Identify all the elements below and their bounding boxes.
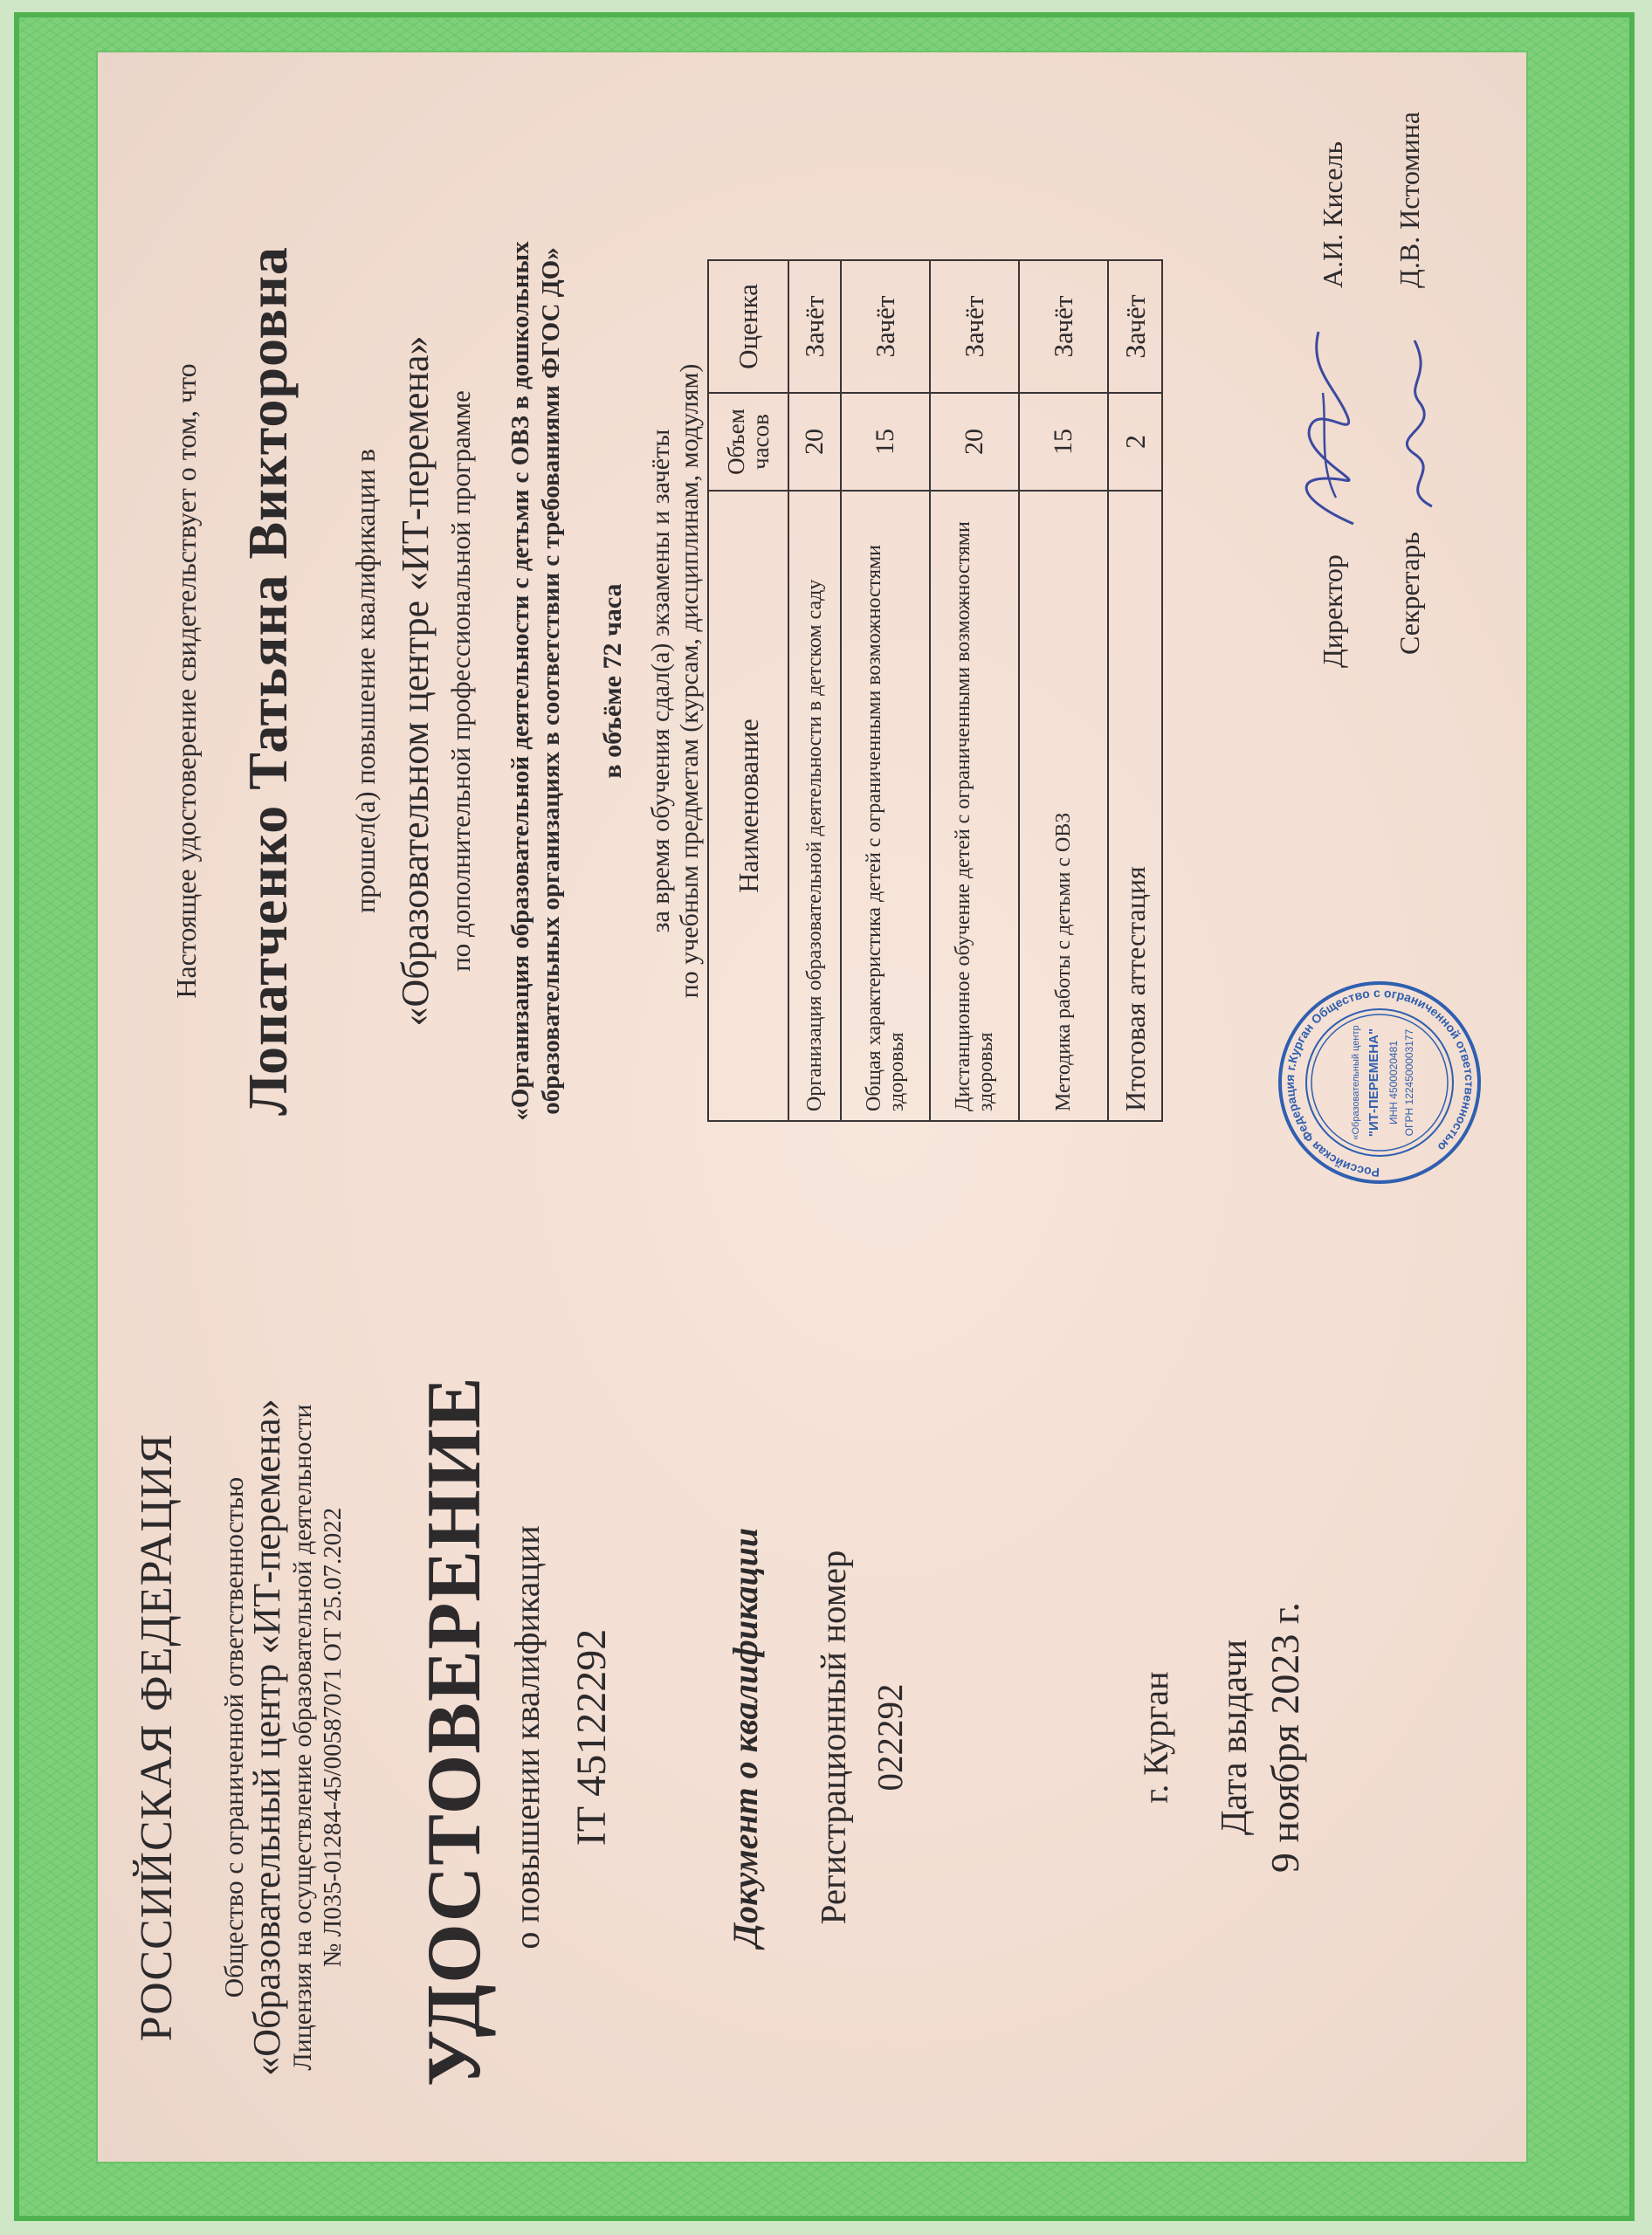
certificate-content [122, 111, 1502, 2191]
document-type: Документ о квалификации [726, 1527, 765, 1948]
grades-table [707, 259, 1163, 1122]
issue-city: г. Курган [1136, 1671, 1175, 1804]
country-title: РОССИЙСКАЯ ФЕДЕРАЦИЯ [132, 1433, 182, 2042]
final-grade: Зачёт [1108, 260, 1162, 393]
exam-text-line2: по учебным предметам (курсам, дисциплинам, модулям) [675, 363, 704, 999]
row-grade: Зачёт [930, 260, 1019, 393]
seal-inner-line1: «Образовательный центр [1351, 1025, 1361, 1140]
table-row [930, 260, 1019, 1121]
program-intro: по дополнительной профессиональной программе [445, 390, 476, 972]
secretary-label: Секретарь [1394, 532, 1425, 655]
director-signature [1284, 323, 1380, 533]
seal-ogrn: ОГРН 1224500003177 [1403, 1028, 1415, 1137]
registration-label: Регистрационный номер [813, 1550, 853, 1925]
holder-name: Лопатченко Татьяна Викторовна [237, 246, 299, 1116]
row-hours: 15 [1019, 393, 1108, 491]
row-grade: Зачёт [788, 260, 841, 393]
seal-inner-line2: "ИТ-ПЕРЕМЕНА" [1366, 1028, 1381, 1138]
intro-text: Настоящее удостоверение свидетельствует о том, что [170, 363, 202, 999]
table-final-row [1108, 260, 1162, 1121]
program-title-line1: «Организация образовательной деятельности с детьми с ОВЗ в дошкольных [506, 241, 534, 1121]
final-name: Итоговая аттестация [1108, 491, 1162, 1121]
org-form: Общество с ограниченной ответственностью [218, 1476, 249, 1998]
row-grade: Зачёт [1019, 260, 1108, 393]
exam-text-line1: за время обучения сдал(а) экзамены и зачёты [646, 429, 675, 933]
header-grade: Оценка [708, 260, 788, 393]
organization-seal [1275, 978, 1484, 1187]
seal-inn: ИНН 4500020481 [1387, 1040, 1400, 1125]
issue-date-label: Дата выдачи [1215, 1639, 1255, 1836]
center-name: «Образовательном центре «ИТ-перемена» [394, 335, 437, 1027]
row-grade: Зачёт [841, 260, 930, 393]
series-number: IT 45122292 [568, 1628, 615, 1846]
org-name: «Образовательный центр «ИТ-перемена» [245, 1399, 288, 2076]
row-hours: 15 [841, 393, 930, 491]
passed-text: прошел(а) повышение квалификации в [349, 449, 381, 913]
row-name: Организация образовательной деятельности в детском саду [788, 491, 841, 1121]
final-hours: 2 [1108, 393, 1162, 491]
license-number: № Л035-01284-45/00587071 ОТ 25.07.2022 [319, 1507, 347, 1968]
row-hours: 20 [930, 393, 1019, 491]
secretary-name: Д.В. Истомина [1394, 111, 1425, 288]
program-volume: в объёме 72 часа [598, 583, 627, 779]
row-hours: 20 [788, 393, 841, 491]
row-name: Методика работы с детьми с ОВЗ [1019, 491, 1108, 1121]
director-label: Директор [1317, 554, 1348, 668]
document-subtitle: о повышении квалификации [507, 1525, 547, 1950]
document-title: УДОСТОВЕРЕНИЕ [412, 1376, 497, 2087]
table-header-row [708, 260, 788, 1121]
header-hours: Объем часов [708, 393, 788, 491]
seal-outer-text: Российская Федерация г.Курган Общество с ограниченной ответственностью [1282, 985, 1477, 1180]
issue-date: 9 ноября 2023 г. [1263, 1601, 1307, 1874]
secretary-signature [1380, 323, 1458, 515]
table-row [1019, 260, 1108, 1121]
registration-number: 022292 [870, 1683, 910, 1791]
row-name: Общая характеристика детей с ограниченными возможностями здоровья [841, 491, 930, 1121]
table-row [841, 260, 930, 1121]
program-title-line2: образовательных организациях в соответствии с требованиями ФГОС ДО» [537, 247, 565, 1115]
header-name: Наименование [708, 491, 788, 1121]
director-name: А.И. Кисель [1317, 141, 1348, 288]
license-label: Лицензия на осуществление образовательной деятельности [288, 1404, 317, 2071]
row-name: Дистанционное обучение детей с ограниченными возможностями здоровья [930, 491, 1019, 1121]
table-row [788, 260, 841, 1121]
